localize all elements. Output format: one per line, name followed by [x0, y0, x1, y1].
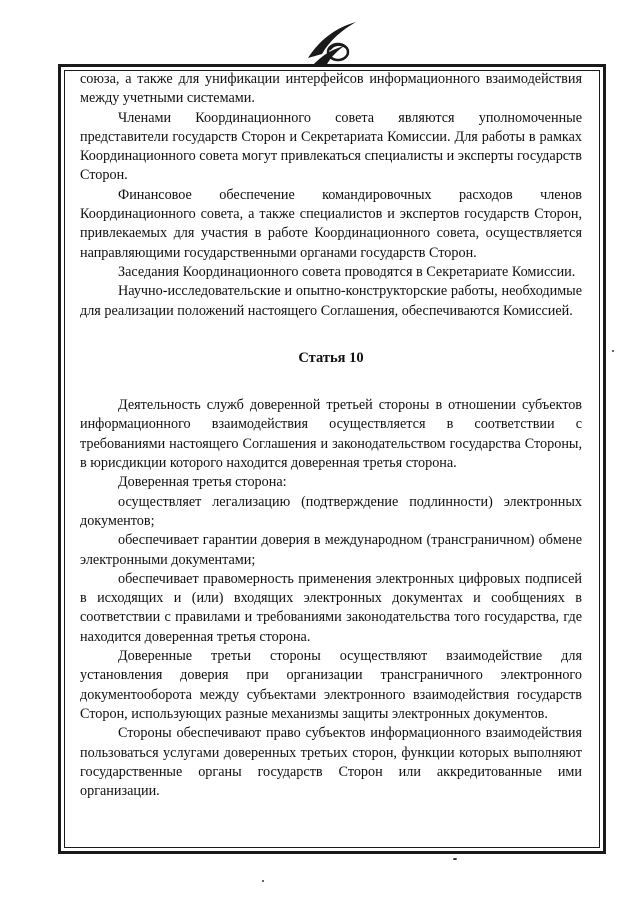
article-heading: Статья 10 — [298, 349, 364, 366]
scan-speck — [612, 350, 614, 352]
paragraph: Научно-исследовательские и опытно-конструкторские работы, необходимые для реализации положений настоящего Соглашения, обеспечиваются Комиссией. — [80, 283, 582, 319]
scan-speck — [262, 880, 264, 882]
list-item: обеспечивает правомерность применения электронных цифровых подписей в исходящих и (или) входящих электронных документах и сообщениях в соответствии с правилами и требованиями законодательства того государства, где находится доверенная третья сторона. — [80, 570, 582, 645]
paragraph: Финансовое обеспечение командировочных расходов членов Координационного совета, а также специалистов и экспертов государств Сторон, привлекаемых для участия в работе Координационного совета, осуществляется направляющими государственными органами государств Сторон. — [80, 186, 582, 261]
paragraph: союза, а также для унификации интерфейсов информационного взаимодействия между учетными системами. — [80, 71, 582, 107]
paragraph: Деятельность служб доверенной третьей стороны в отношении субъектов информационного взаимодействия осуществляется в соответствии с требованиями настоящего Соглашения и законодательством государства Стороны, в юрисдикции которого находится доверенная третья сторона. — [80, 397, 582, 472]
paragraph: Стороны обеспечивают право субъектов информационного взаимодействия пользоваться услугами доверенных третьих сторон, функции которых выполняют государственные органы государств Сторон или аккредитованные ими организации. — [80, 725, 582, 800]
list-item: осуществляет легализацию (подтверждение подлинности) электронных документов; — [80, 493, 582, 529]
scan-speck — [453, 858, 457, 860]
paragraph: Членами Координационного совета являются уполномоченные представители государств Сторон и Секретариата Комиссии. Для работы в рамках Координационного совета могут привлекаться специалисты и эксперты государств Сторон. — [80, 109, 582, 184]
paragraph: Доверенные третьи стороны осуществляют взаимодействие для установления доверия при организации трансграничного электронного документооборота между субъектами электронного взаимодействия государств Сторон, использующих разные механизмы защиты электронных документов. — [80, 648, 582, 722]
document-body — [80, 70, 582, 801]
paragraph: Доверенная третья сторона: — [118, 474, 287, 491]
list-item: обеспечивает гарантии доверия в международном (трансграничном) обмене электронными документами; — [80, 532, 582, 568]
paragraph: Заседания Координационного совета проводятся в Секретариате Комиссии. — [118, 263, 576, 280]
